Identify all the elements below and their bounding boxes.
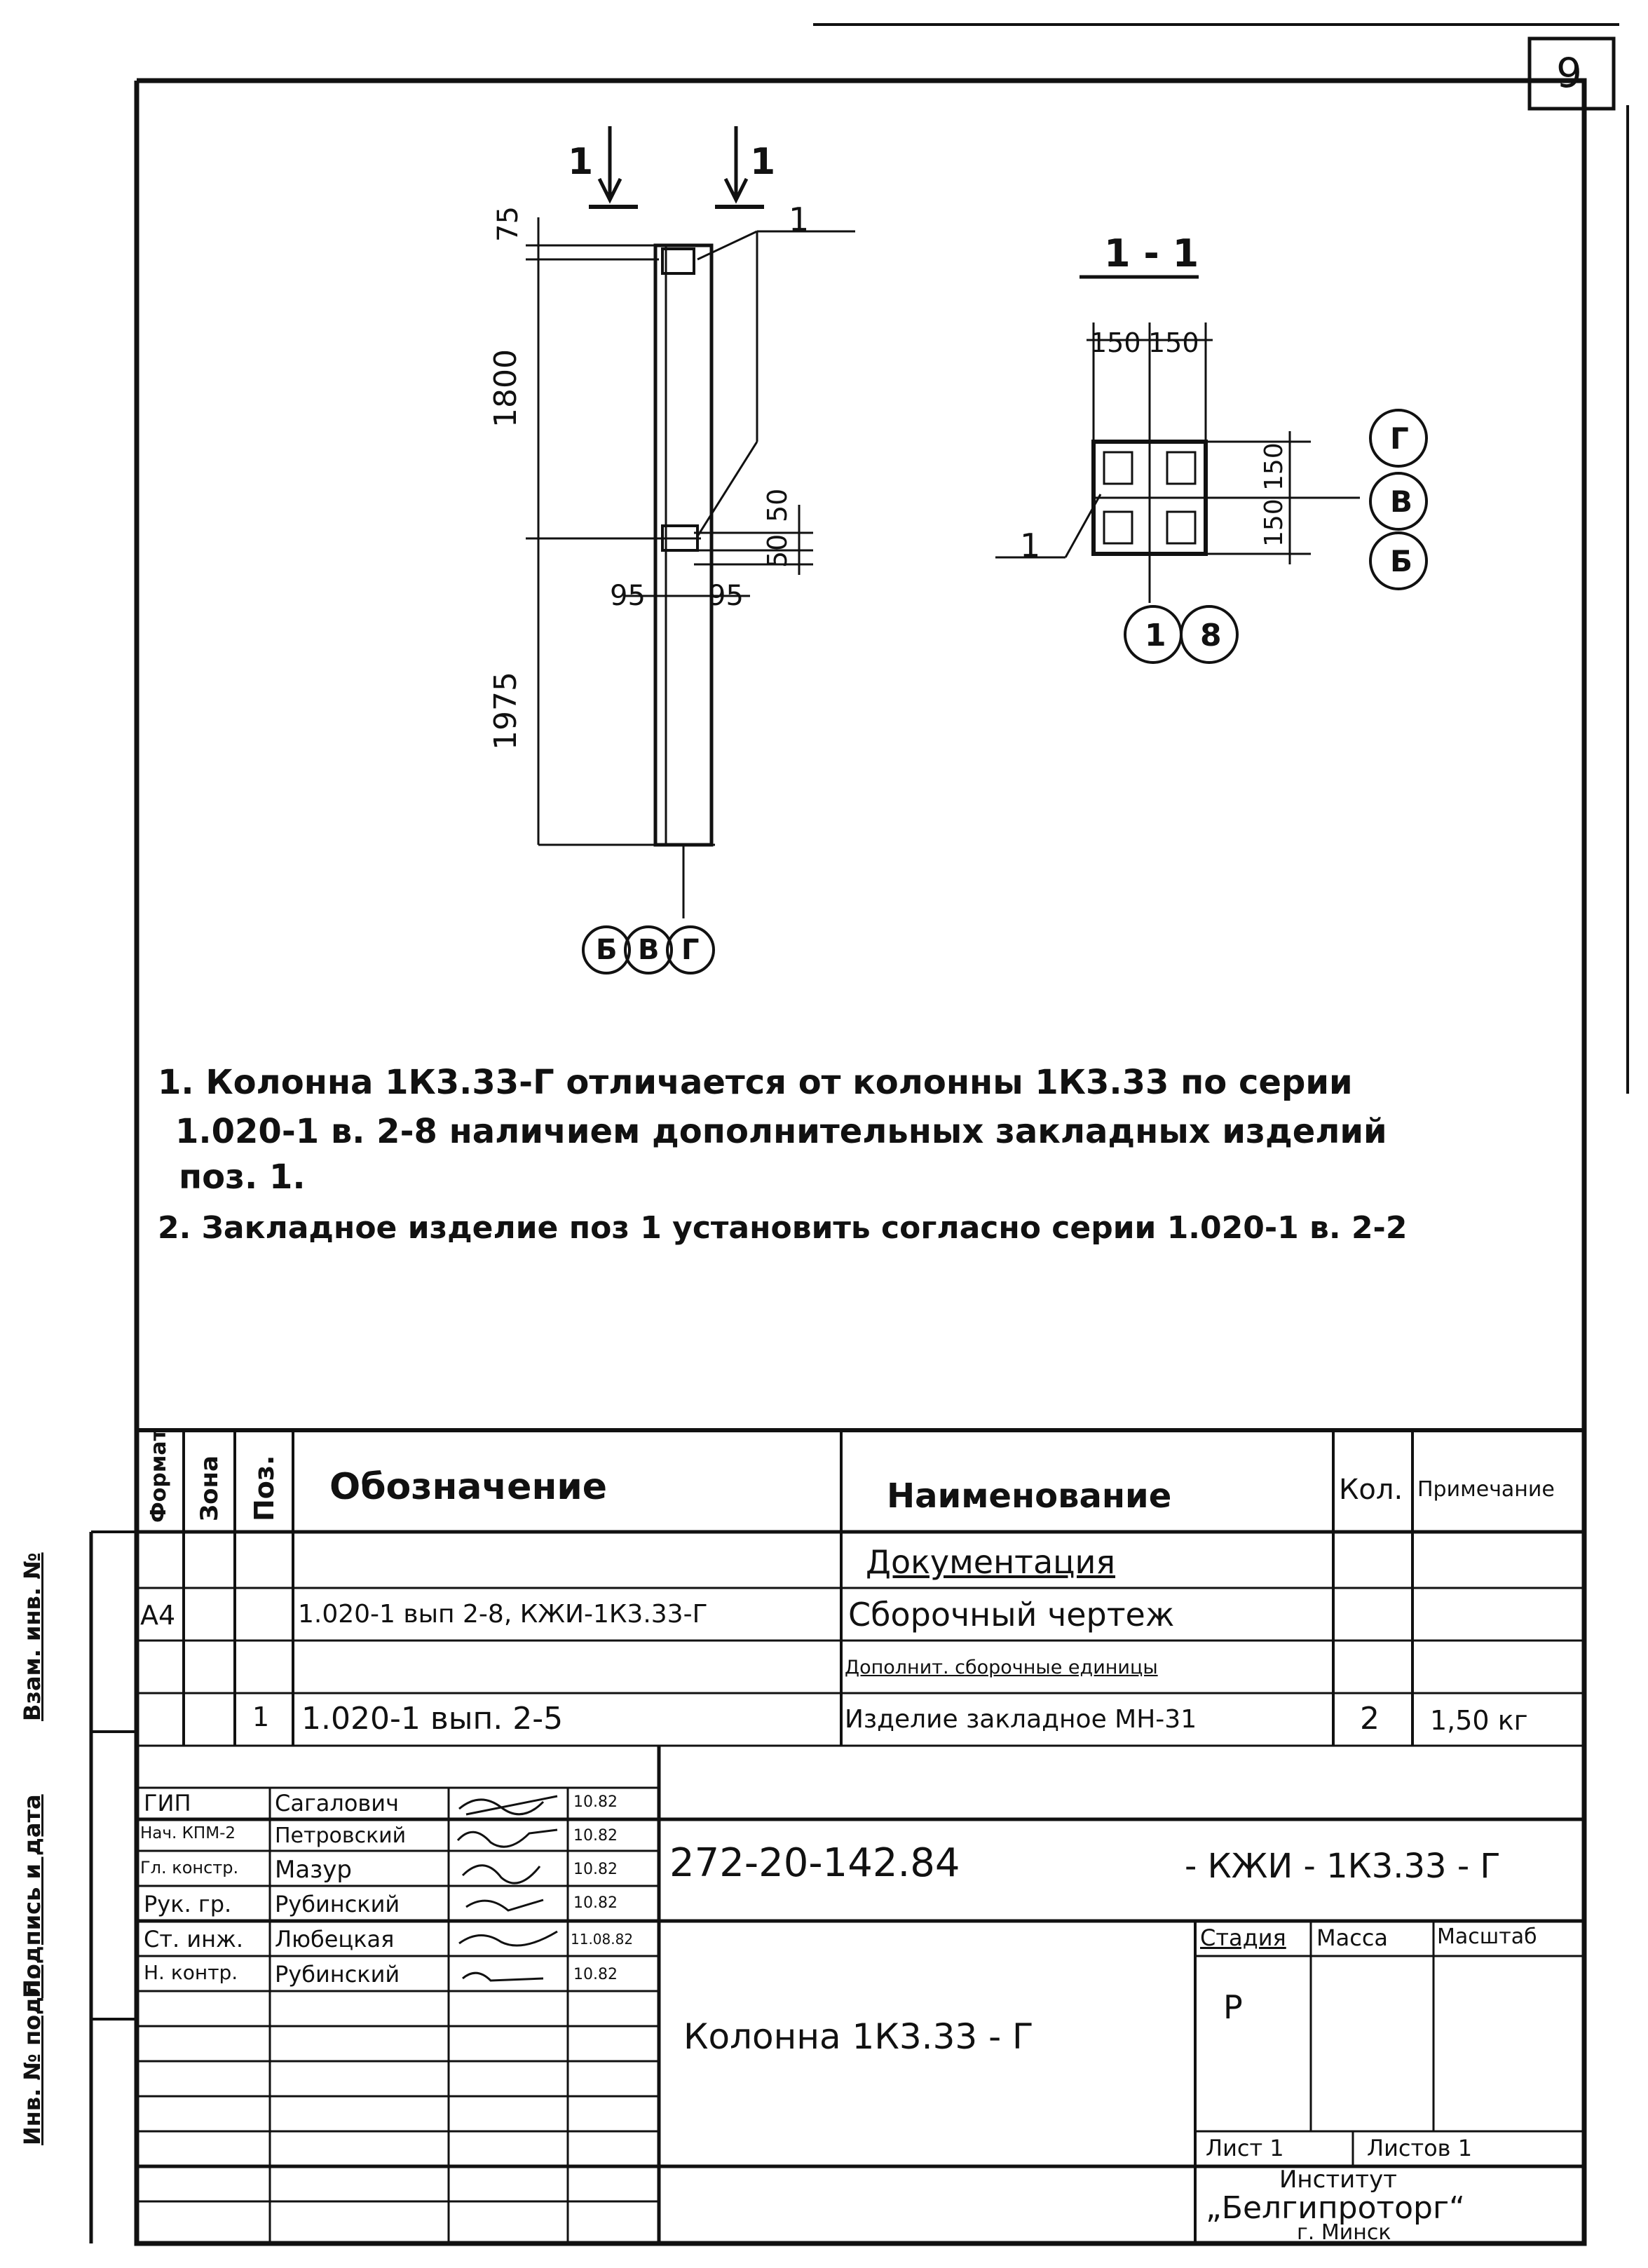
sheet-label: Лист 1 [1206,2135,1284,2161]
note-1-line-1: 1. Колонна 1К3.33-Г отличается от колонны 1К3.33 по серии [158,1063,1353,1102]
section-dim-top-left: 150 [1090,327,1141,358]
tb-role-5: Н. контр. [144,1961,238,1984]
row-3-designation: 1.020-1 вып. 2-5 [301,1701,564,1737]
tb-role-0: ГИП [144,1790,191,1817]
tb-role-1: Нач. КПМ-2 [140,1824,236,1842]
doc-code: - КЖИ - 1К3.33 - Г [1185,1847,1501,1886]
note-2: 2. Закладное изделие поз 1 установить согласно серии 1.020-1 в. 2-2 [158,1210,1408,1246]
dim-75: 75 [492,206,524,242]
note-1-line-3: поз. 1. [179,1157,306,1197]
row-3-qty: 2 [1360,1701,1380,1737]
header-note: Примечание [1417,1477,1555,1502]
institute-line-1: Институт [1279,2166,1397,2194]
row-3-note: 1,50 кг [1430,1705,1528,1736]
side-stamp-vzam-inv: Взам. инв. № [19,1552,46,1721]
section-title: 1 - 1 [1104,231,1199,276]
dim-50-lower: 50 [762,534,793,568]
tb-name-3: Рубинский [275,1891,400,1917]
mass-label: Масса [1316,1924,1389,1951]
tb-date-3: 10.82 [573,1894,618,1912]
stage-label: Стадия [1200,1924,1286,1951]
dim-50-upper: 50 [762,488,793,522]
section-axis-8: 8 [1200,618,1222,653]
tb-date-2: 10.82 [573,1861,618,1878]
tb-date-4: 11.08.82 [571,1931,634,1948]
axis-bubble-g: Г [681,934,700,966]
section-dim-side-lower: 150 [1260,498,1288,547]
elevation-callout-label: 1 [789,201,810,238]
row-1-name: Сборочный чертеж [848,1596,1175,1634]
note-1-line-2: 1.020-1 в. 2-8 наличием дополнительных закладных изделий [175,1112,1387,1151]
section-axis-g: Г [1390,421,1409,456]
dim-95-left: 95 [610,580,646,612]
row-1-format: А4 [140,1600,176,1631]
tb-date-1: 10.82 [573,1827,618,1845]
section-callout-label: 1 [1020,527,1041,564]
dim-1800: 1800 [488,349,524,428]
tb-name-2: Мазур [275,1856,352,1884]
section-axis-1: 1 [1145,618,1166,653]
drawing-title: Колонна 1К3.33 - Г [683,2016,1034,2057]
institute-line-3: г. Минск [1297,2220,1391,2245]
header-name: Наименование [887,1476,1172,1516]
scale-label: Масштаб [1437,1924,1537,1949]
side-stamp-signature-date: Подпись и дата [19,1794,46,1998]
row-1-designation: 1.020-1 вып 2-8, КЖИ-1К3.33-Г [298,1600,708,1629]
tb-role-3: Рук. гр. [144,1891,232,1917]
signatures [452,1788,568,1998]
sheet-number: 9 [1556,49,1582,97]
header-designation: Обозначение [329,1466,608,1508]
header-pos: Поз. [249,1455,280,1521]
header-qty: Кол. [1339,1474,1403,1506]
section-mark-left: 1 [568,141,594,183]
axis-bubble-v: В [638,934,660,966]
section-axis-b: Б [1390,544,1413,578]
section-dim-top-right: 150 [1148,327,1199,358]
side-stamp-inv-podl: Инв. № подл. [19,1971,46,2145]
section-dim-side-upper: 150 [1260,442,1288,491]
tb-name-1: Петровский [275,1824,407,1848]
header-format: Формат [147,1429,171,1523]
doc-number: 272-20-142.84 [669,1840,960,1886]
tb-name-5: Рубинский [275,1961,400,1988]
row-2-name: Дополнит. сборочные единицы [845,1657,1158,1678]
institute-line-2: „Белгипроторг“ [1206,2190,1465,2226]
section-mark-right: 1 [750,141,776,183]
stage-value: Р [1223,1988,1243,2026]
row-3-name: Изделие закладное МН-31 [845,1705,1197,1734]
row-3-pos: 1 [252,1702,270,1732]
tb-date-0: 10.82 [573,1793,618,1811]
dim-95-right: 95 [708,580,744,612]
sheets-label: Листов 1 [1367,2135,1473,2161]
row-0-name: Документация [866,1543,1116,1581]
section-axis-v: В [1390,484,1413,519]
dim-1975: 1975 [488,672,524,750]
axis-bubble-b: Б [596,934,618,966]
tb-role-4: Ст. инж. [144,1926,244,1953]
header-zone: Зона [196,1455,224,1521]
tb-name-4: Любецкая [275,1926,395,1953]
tb-date-5: 10.82 [573,1966,618,1983]
tb-role-2: Гл. констр. [140,1858,239,1877]
tb-name-0: Сагалович [275,1790,399,1817]
